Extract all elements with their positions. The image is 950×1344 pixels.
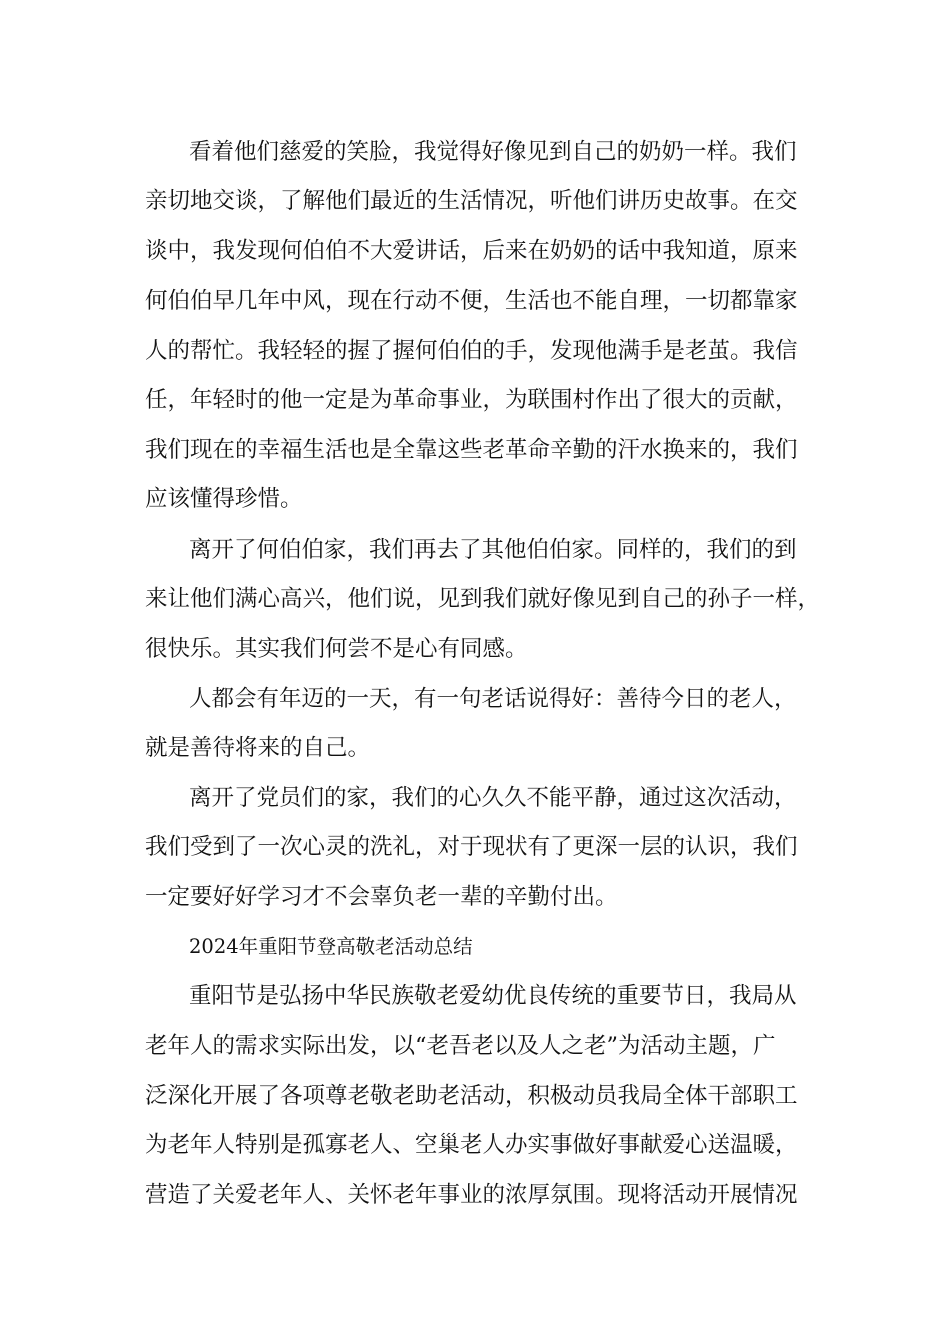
body-text-line: 泛深化开展了各项尊老敬老助老活动，积极动员我局全体干部职工 — [145, 1083, 798, 1109]
body-text-line: 亲切地交谈，了解他们最近的生活情况，听他们讲历史故事。在交 — [145, 188, 798, 214]
body-text-line: 任，年轻时的他一定是为革命事业，为联围村作出了很大的贡献， — [145, 387, 798, 413]
section-title: 2024年重阳节登高敬老活动总结 — [189, 935, 473, 958]
body-text-line: 人都会有年迈的一天，有一句老话说得好：善待今日的老人， — [189, 686, 797, 712]
body-text-line: 就是善待将来的自己。 — [145, 735, 371, 761]
body-text-line: 为老年人特别是孤寡老人、空巢老人办实事做好事献爱心送温暖， — [145, 1132, 798, 1158]
body-text-line: 看着他们慈爱的笑脸，我觉得好像见到自己的奶奶一样。我们 — [189, 139, 797, 165]
body-text-line: 一定要好好学习才不会辜负老一辈的辛勤付出。 — [145, 884, 618, 910]
body-text-line: 重阳节是弘扬中华民族敬老爱幼优良传统的重要节日，我局从 — [189, 983, 797, 1009]
body-text-line: 何伯伯早几年中风，现在行动不便，生活也不能自理，一切都靠家 — [145, 288, 798, 314]
body-text-line: 营造了关爱老年人、关怀老年事业的浓厚氛围。现将活动开展情况 — [145, 1182, 798, 1208]
body-text-line: 人的帮忙。我轻轻的握了握何伯伯的手，发现他满手是老茧。我信 — [145, 338, 798, 364]
body-text-line: 来让他们满心高兴，他们说，见到我们就好像见到自己的孙子一样， — [145, 586, 821, 612]
body-text-line: 离开了何伯伯家，我们再去了其他伯伯家。同样的，我们的到 — [189, 537, 797, 563]
body-text-line: 很快乐。其实我们何尝不是心有同感。 — [145, 636, 528, 662]
body-text-line: 应该懂得珍惜。 — [145, 486, 303, 512]
body-text-line: 老年人的需求实际出发，以“老吾老以及人之老”为活动主题，广 — [145, 1033, 776, 1059]
body-text-line: 谈中，我发现何伯伯不大爱讲话，后来在奶奶的话中我知道，原来 — [145, 238, 798, 264]
body-text-line: 离开了党员们的家，我们的心久久不能平静，通过这次活动， — [189, 785, 797, 811]
body-text-line: 我们受到了一次心灵的洗礼，对于现状有了更深一层的认识，我们 — [145, 834, 798, 860]
body-text-line: 我们现在的幸福生活也是全靠这些老革命辛勤的汗水换来的，我们 — [145, 437, 798, 463]
